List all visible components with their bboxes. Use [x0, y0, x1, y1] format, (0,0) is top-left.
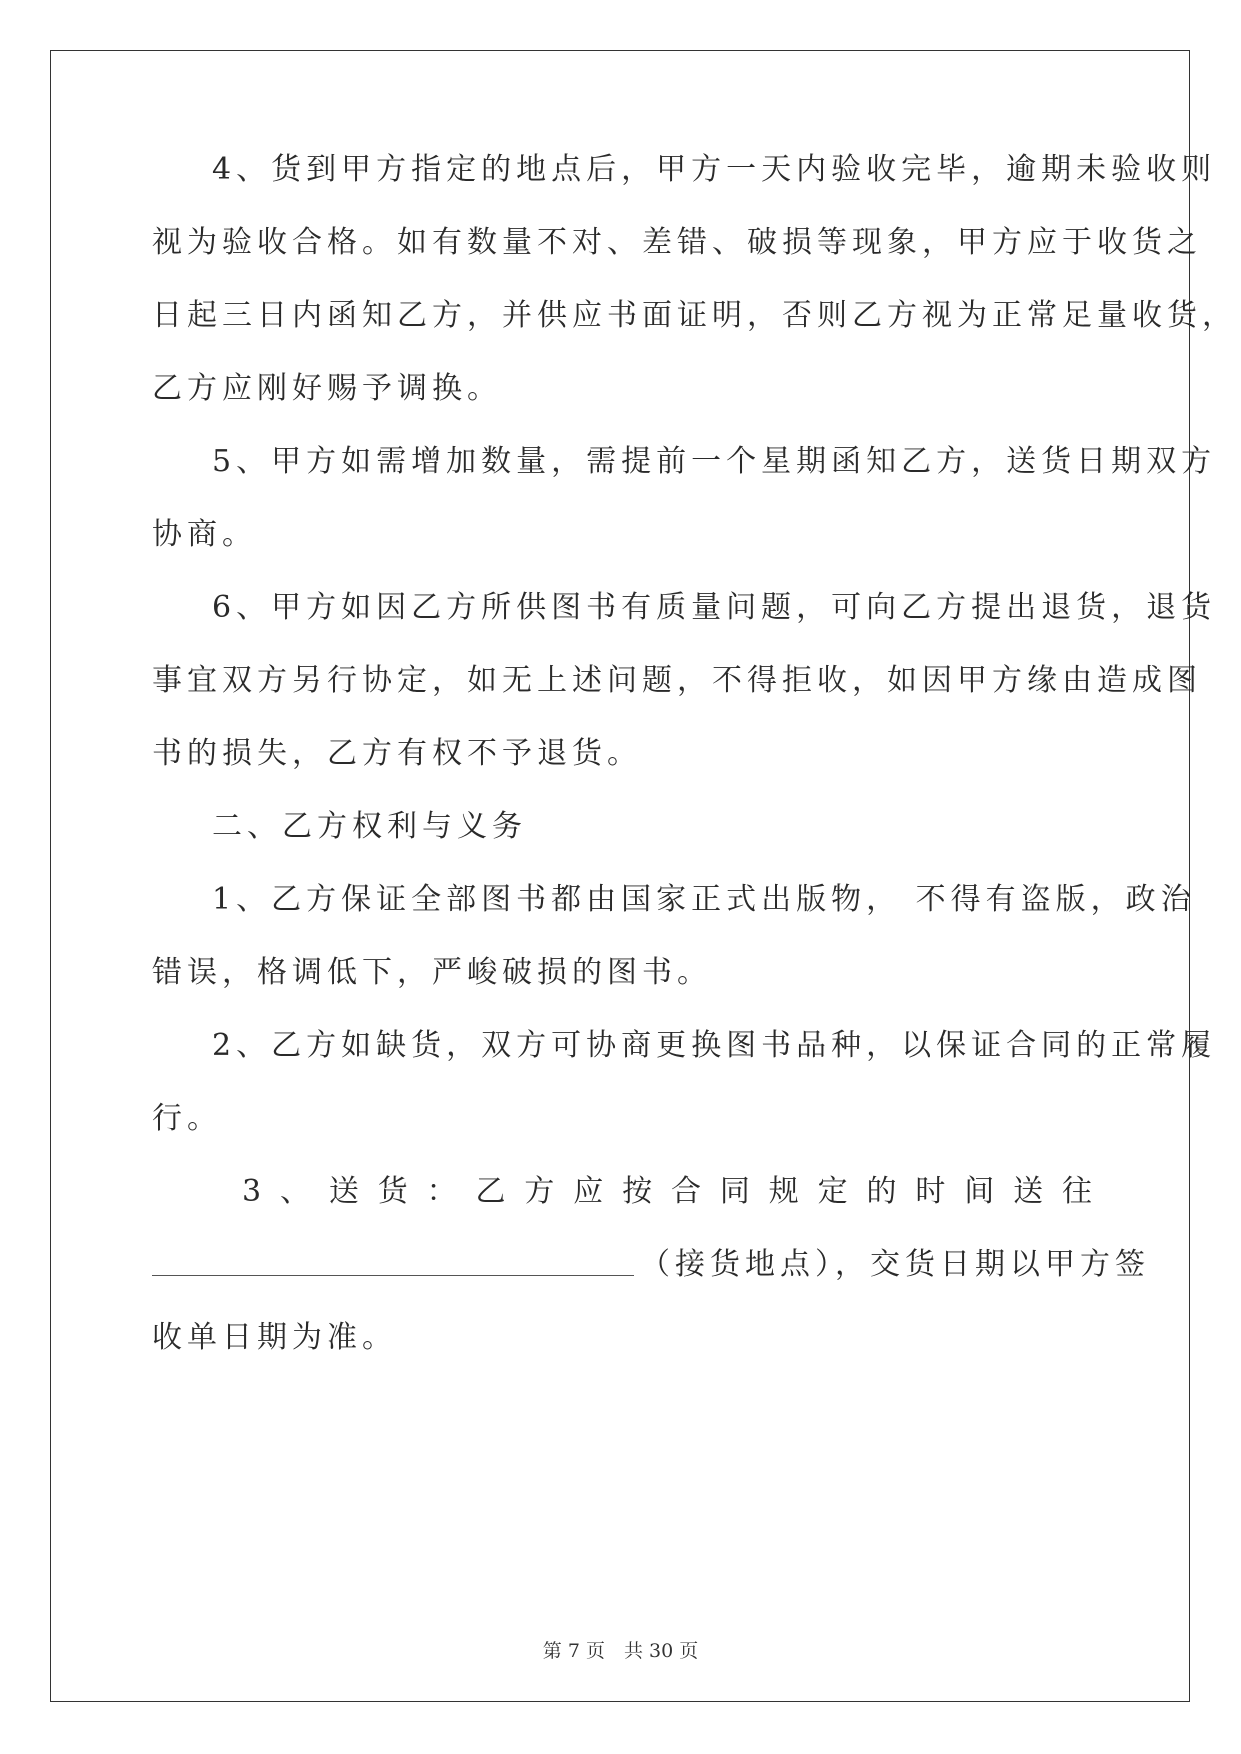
fill-in-blank	[152, 1275, 634, 1276]
paragraph-line: 乙方应刚好赐予调换。	[152, 371, 502, 406]
clause-3-token: 定	[817, 1174, 848, 1209]
clause-3-token: ：	[426, 1174, 457, 1209]
paragraph-line: 收单日期为准。	[152, 1320, 397, 1355]
clause-3-token: 、	[279, 1174, 310, 1209]
paragraph-line: 5、甲方如需增加数量，需提前一个星期函知乙方，送货日期双方	[212, 444, 1217, 479]
paragraph-line: 错误，格调低下，严峻破损的图书。	[152, 955, 712, 990]
paragraph-line: 书的损失，乙方有权不予退货。	[152, 736, 642, 771]
clause-3-token: 3	[242, 1174, 262, 1209]
clause-3-token: 应	[573, 1174, 604, 1209]
paragraph-line: 协商。	[152, 517, 257, 552]
paragraph-line: 6、甲方如因乙方所供图书有质量问题，可向乙方提出退货，退货	[212, 590, 1217, 625]
section-heading: 二、乙方权利与义务	[212, 809, 527, 844]
paragraph-line: 行。	[152, 1101, 222, 1136]
clause-3-token: 送	[328, 1174, 359, 1209]
paragraph-line: 事宜双方另行协定，如无上述问题，不得拒收，如因甲方缘由造成图	[152, 663, 1202, 698]
paragraph-line: 日起三日内函知乙方，并供应书面证明，否则乙方视为正常足量收货，	[152, 298, 1237, 333]
clause-3-token: 按	[622, 1174, 653, 1209]
clause-3-token: 同	[719, 1174, 750, 1209]
paragraph-line: 1、乙方保证全部图书都由国家正式出版物， 不得有盗版，政治	[212, 882, 1196, 917]
clause-3-blank-line	[152, 1245, 1150, 1285]
clause-3-token: 规	[768, 1174, 799, 1209]
clause-3-token: 乙	[475, 1174, 506, 1209]
paragraph-line: （接货地点），交货日期以甲方签	[640, 1247, 1150, 1282]
clause-3-token: 合	[670, 1174, 701, 1209]
clause-3-token: 的	[866, 1174, 897, 1209]
clause-3-token: 方	[524, 1174, 555, 1209]
clause-3-token: 送	[1013, 1174, 1044, 1209]
clause-3-token: 间	[964, 1174, 995, 1209]
paragraph-line: 视为验收合格。如有数量不对、差错、破损等现象，甲方应于收货之	[152, 225, 1202, 260]
clause-3-token: 时	[915, 1174, 946, 1209]
page-number: 第 7 页 共 30 页	[542, 1640, 699, 1662]
clause-3-token: 货	[377, 1174, 408, 1209]
paragraph-line: 4、货到甲方指定的地点后，甲方一天内验收完毕，逾期未验收则	[212, 152, 1217, 187]
clause-3-token: 往	[1061, 1174, 1092, 1209]
clause-3-line	[242, 1172, 1092, 1212]
paragraph-line: 2、乙方如缺货，双方可协商更换图书品种，以保证合同的正常履	[212, 1028, 1217, 1063]
